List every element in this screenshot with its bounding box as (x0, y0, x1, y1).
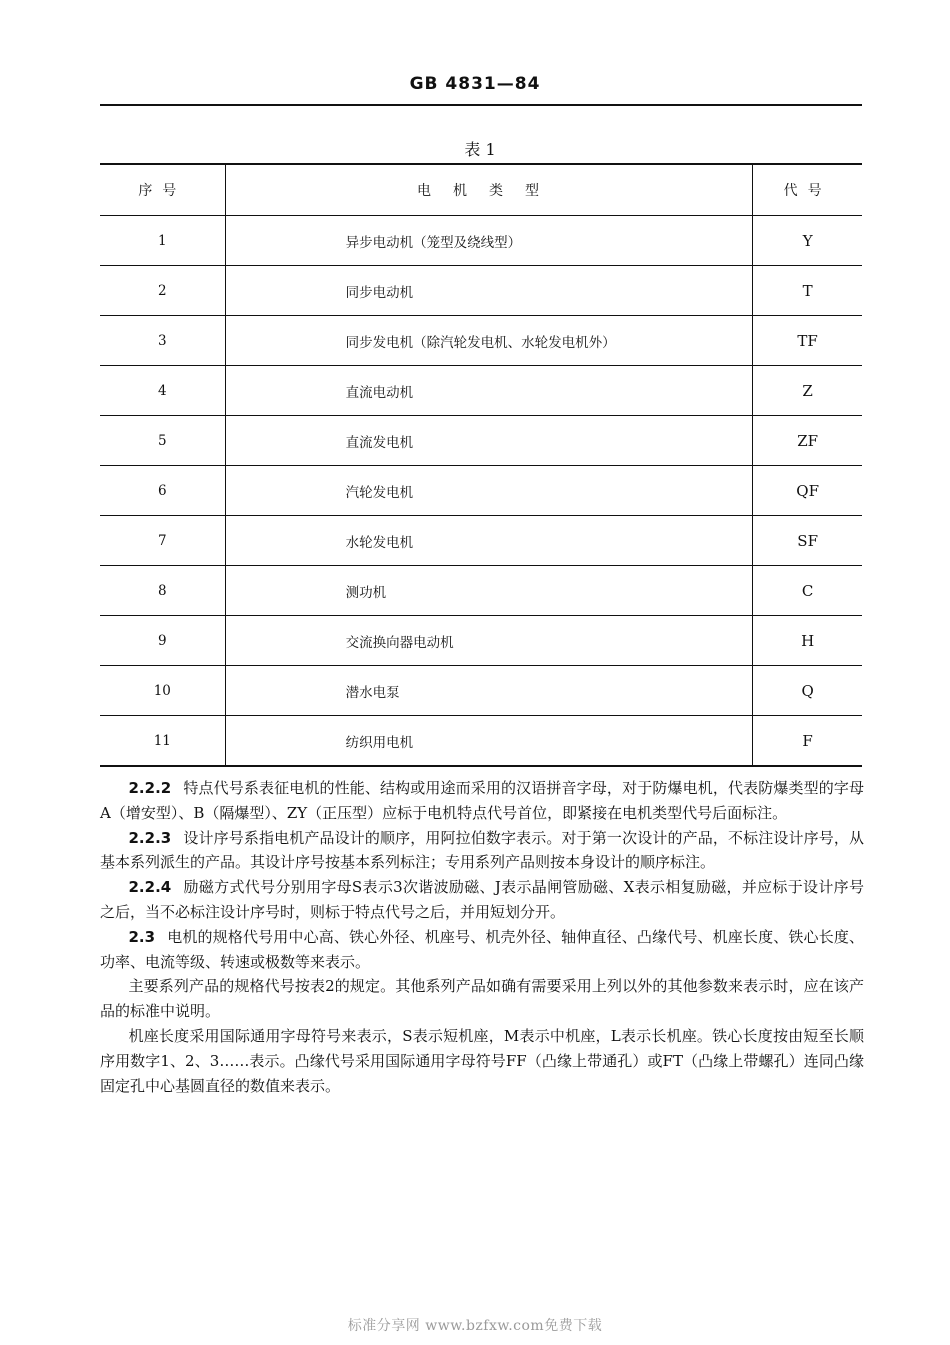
row-seq: 6 (100, 466, 225, 516)
row-type: 直流电动机 (225, 366, 753, 416)
table-row (100, 316, 862, 366)
footer-watermark: 标准分享网 www.bzfxw.com免费下载 (347, 1318, 603, 1334)
row-seq: 3 (100, 316, 225, 366)
clause-number: 2.3 (128, 927, 156, 946)
row-code: F (753, 716, 862, 767)
page-header: GB 4831—84 (409, 74, 541, 94)
row-seq: 8 (100, 566, 225, 616)
row-seq: 11 (100, 716, 225, 767)
row-seq: 4 (100, 366, 225, 416)
row-code: T (753, 266, 862, 316)
clause-number: 2.2.2 (128, 779, 172, 797)
table-row (100, 416, 862, 466)
row-code: SF (753, 516, 862, 566)
clause-2-2-3 (100, 826, 864, 876)
row-code: Z (753, 366, 862, 416)
clause-number: 2.2.3 (128, 828, 172, 847)
row-code: QF (753, 466, 862, 516)
row-seq: 10 (100, 666, 225, 716)
header-rule (100, 104, 862, 106)
table-row (100, 666, 862, 716)
table-caption: 表 1 (464, 140, 496, 159)
clause-2-2-4 (100, 875, 864, 925)
clause-text: 设计序号系指电机产品设计的顺序，用阿拉伯数字表示。对于第一次设计的产品，不标注设计序号，从基本系列派生的产品。其设计序号按基本系列标注；专用系列产品则按本身设计的顺序标注。 (100, 828, 864, 872)
header-type: 电机类型 (225, 164, 753, 216)
row-code: Y (753, 216, 862, 266)
clause-2-2-2 (100, 776, 864, 826)
row-type: 纺织用电机 (225, 716, 753, 767)
body-text (100, 776, 864, 1098)
motor-type-table (100, 163, 862, 767)
row-type: 直流发电机 (225, 416, 753, 466)
row-seq: 5 (100, 416, 225, 466)
row-code: ZF (753, 416, 862, 466)
row-seq: 1 (100, 216, 225, 266)
clause-2-3-para-2: 主要系列产品的规格代号按表2的规定。其他系列产品如确有需要采用上列以外的其他参数来表示时，应在该产品的标准中说明。 (100, 977, 864, 1021)
clause-text: 励磁方式代号分别用字母S表示3次谐波励磁、J表示晶闸管励磁、X表示相复励磁，并应标于设计序号之后，当不必标注设计序号时，则标于特点代号之后，并用短划分开。 (100, 878, 864, 921)
table-row (100, 716, 862, 767)
table-row (100, 516, 862, 566)
row-type: 潜水电泵 (225, 666, 753, 716)
clause-text: 特点代号系表征电机的性能、结构或用途而采用的汉语拼音字母，对于防爆电机，代表防爆类型的字母A（增安型）、B（隔爆型）、ZY（正压型）应标于电机特点代号首位，即紧接在电机类型代号后面标注。 (100, 779, 864, 822)
row-type: 交流换向器电动机 (225, 616, 753, 666)
table-row (100, 366, 862, 416)
row-code: H (753, 616, 862, 666)
header-seq: 序号 (100, 164, 225, 216)
table-row (100, 466, 862, 516)
row-type: 同步发电机（除汽轮发电机、水轮发电机外） (225, 316, 753, 366)
row-seq: 2 (100, 266, 225, 316)
header-code: 代号 (753, 164, 862, 216)
table-row (100, 616, 862, 666)
row-type: 测功机 (225, 566, 753, 616)
row-seq: 9 (100, 616, 225, 666)
table-row (100, 566, 862, 616)
table-row (100, 216, 862, 266)
table-row (100, 266, 862, 316)
row-code: C (753, 566, 862, 616)
table-header-row (100, 164, 862, 216)
row-type: 汽轮发电机 (225, 466, 753, 516)
row-code: Q (753, 666, 862, 716)
clause-number: 2.2.4 (128, 878, 172, 897)
clause-2-3 (100, 925, 864, 975)
clause-text: 电机的规格代号用中心高、铁心外径、机座号、机壳外径、轴伸直径、凸缘代号、机座长度、铁心长度、功率、电流等级、转速或极数等来表示。 (100, 927, 864, 971)
row-seq: 7 (100, 516, 225, 566)
row-type: 水轮发电机 (225, 516, 753, 566)
row-type: 异步电动机（笼型及绕线型） (225, 216, 753, 266)
row-type: 同步电动机 (225, 266, 753, 316)
clause-2-3-para-3: 机座长度采用国际通用字母符号来表示，S表示短机座，M表示中机座，L表示长机座。铁心长度按由短至长顺序用数字1、2、3……表示。凸缘代号采用国际通用字母符号FF（凸缘上带通孔）或FT（凸缘上带螺孔）连同凸缘固定孔中心基圆直径的数值来表示。 (100, 1026, 864, 1095)
row-code: TF (753, 316, 862, 366)
